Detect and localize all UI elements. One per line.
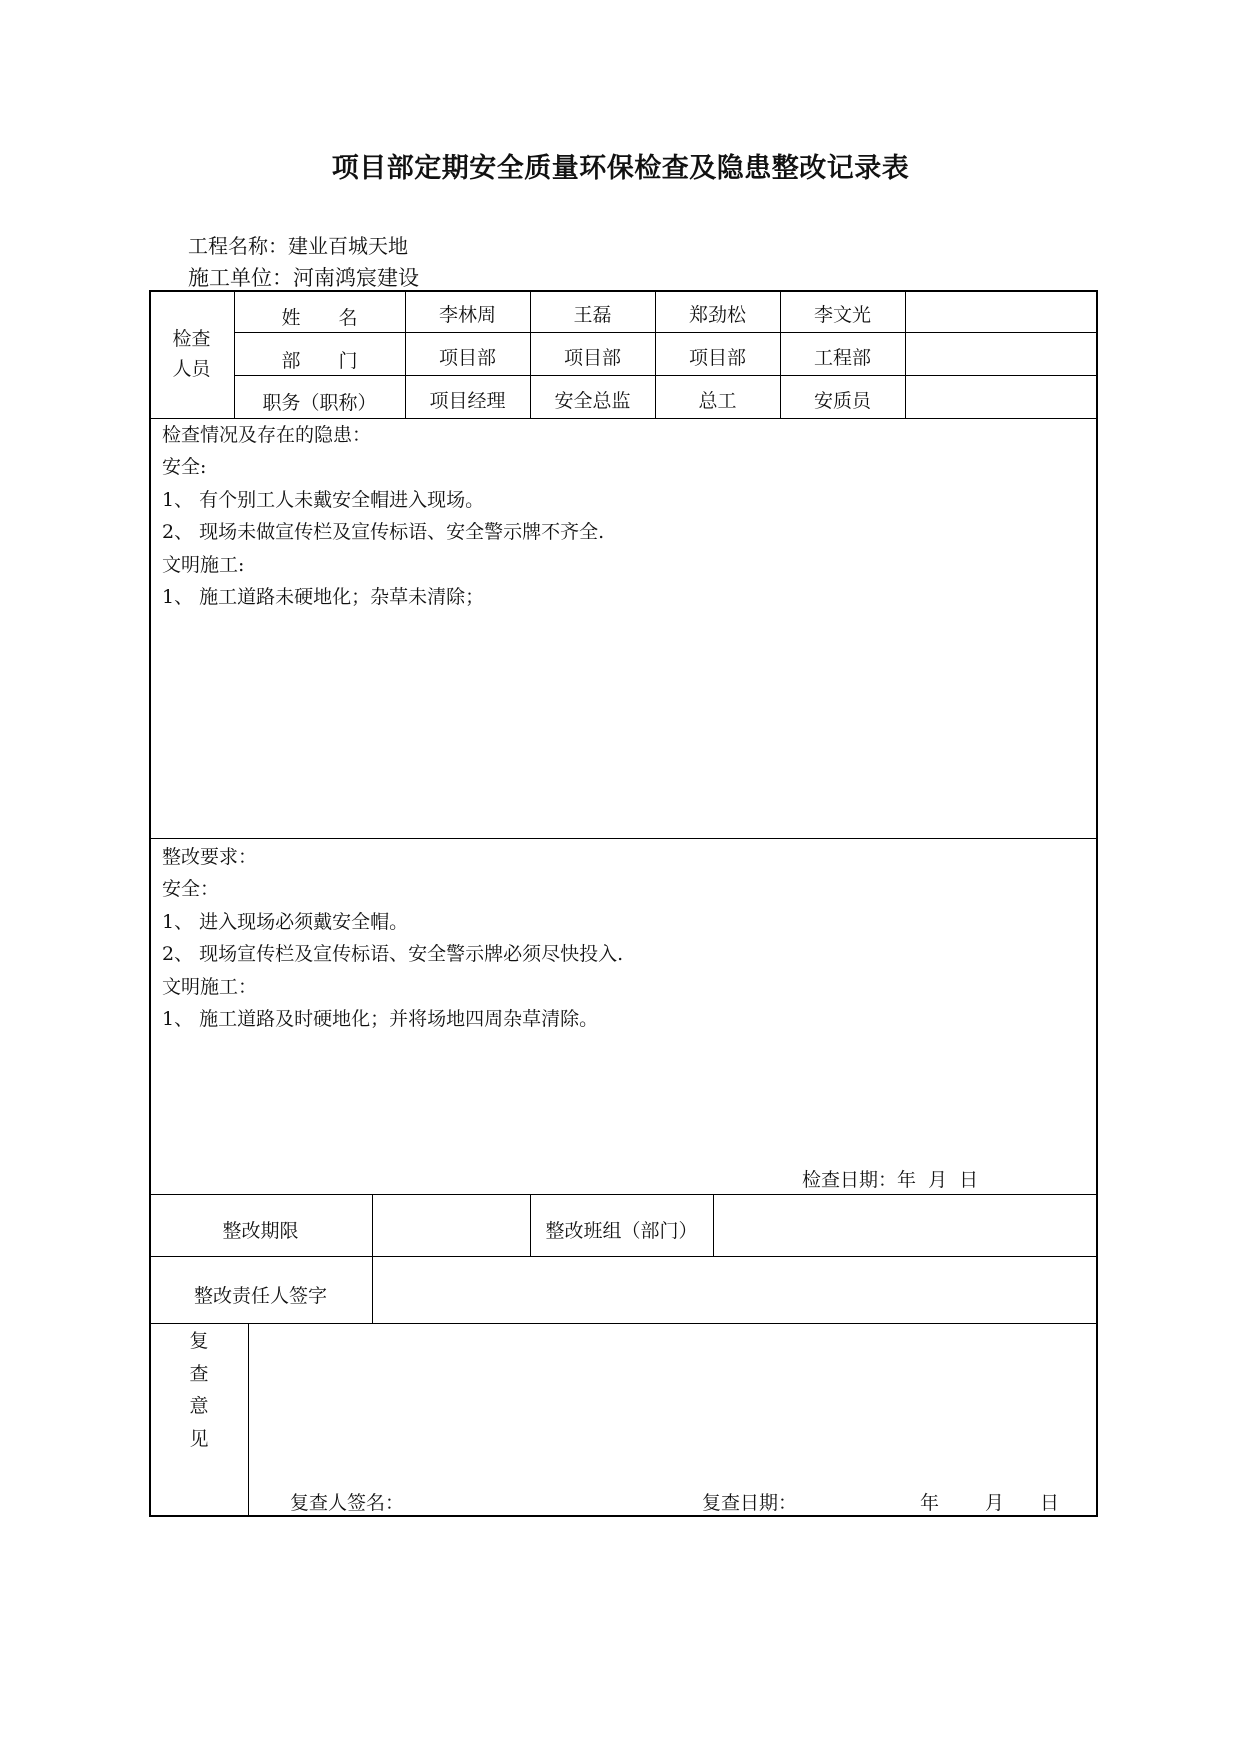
- rule: [372, 1194, 373, 1323]
- rule: [248, 1323, 249, 1517]
- requirements-line: 安全：: [162, 878, 220, 901]
- inspector-position: 安质员: [813, 390, 871, 412]
- form-title: 项目部定期安全质量环保检查及隐患整改记录表: [331, 153, 910, 184]
- construction-unit-label: 施工单位：: [188, 266, 293, 290]
- requirements-line: 1、 进入现场必须戴安全帽。: [162, 910, 409, 933]
- inspector-department: 项目部: [688, 347, 746, 369]
- row-label-department: 部 门: [281, 350, 358, 372]
- construction-unit-line: [188, 262, 419, 292]
- deadline-label: 整改期限: [222, 1220, 299, 1242]
- inspector-name: 王磊: [573, 304, 612, 326]
- project-name-value: 建业百城天地: [288, 234, 408, 258]
- rule: [905, 290, 906, 418]
- reviewer-signature-label: 复查人签名：: [290, 1492, 405, 1514]
- requirements-section: [162, 841, 623, 1035]
- inspector-position: 项目经理: [429, 390, 506, 412]
- responsible-signature-label: 整改责任人签字: [193, 1285, 327, 1307]
- review-date-label: 复查日期：: [702, 1492, 798, 1514]
- inspector-department: 项目部: [563, 347, 621, 369]
- rule: [149, 838, 1098, 839]
- review-date-day: 日: [1040, 1492, 1060, 1514]
- findings-line: 1、 有个别工人未戴安全帽进入现场。: [162, 488, 485, 511]
- findings-line: 1、 施工道路未硬地化；杂草未清除；: [162, 586, 485, 609]
- review-opinion-label: 复 查 意 见: [189, 1330, 209, 1450]
- project-name-line: [188, 230, 408, 259]
- requirements-line: 2、 现场宣传栏及宣传标语、安全警示牌必须尽快投入.: [162, 943, 624, 966]
- findings-line: 文明施工:: [162, 553, 245, 576]
- inspectors-label: 检查 人员: [172, 328, 211, 380]
- review-date-month: 月: [985, 1492, 1005, 1514]
- project-name-label: 工程名称：: [188, 234, 288, 258]
- rule: [149, 1323, 1098, 1324]
- team-label: 整改班组（部门）: [545, 1220, 698, 1242]
- rule: [149, 1194, 1098, 1195]
- row-label-position: 职务（职称）: [262, 392, 377, 414]
- inspector-position: 安全总监: [554, 390, 631, 412]
- construction-unit-value: 河南鸿宸建设: [293, 266, 419, 290]
- findings-section: [162, 419, 604, 613]
- inspection-date: 检查日期：年 月 日: [802, 1169, 979, 1191]
- inspector-position: 总工: [698, 390, 737, 412]
- inspector-name: 郑劲松: [688, 304, 746, 326]
- inspector-name: 李林周: [438, 304, 496, 326]
- findings-heading: 检查情况及存在的隐患：: [162, 424, 372, 446]
- requirements-line: 1、 施工道路及时硬地化；并将场地四周杂草清除。: [162, 1008, 599, 1031]
- findings-line: 2、 现场未做宣传栏及宣传标语、安全警示牌不齐全.: [162, 521, 605, 544]
- inspector-department: 项目部: [438, 347, 496, 369]
- rule: [713, 1194, 714, 1256]
- rule: [234, 332, 1097, 333]
- review-date-year: 年: [920, 1492, 940, 1514]
- requirements-heading: 整改要求：: [162, 846, 258, 868]
- inspector-department: 工程部: [813, 347, 871, 369]
- row-label-name: 姓 名: [281, 307, 358, 329]
- rule: [149, 1256, 1098, 1257]
- inspector-name: 李文光: [813, 304, 871, 326]
- rule: [234, 375, 1097, 376]
- findings-line: 安全:: [162, 456, 207, 479]
- requirements-line: 文明施工：: [162, 975, 258, 998]
